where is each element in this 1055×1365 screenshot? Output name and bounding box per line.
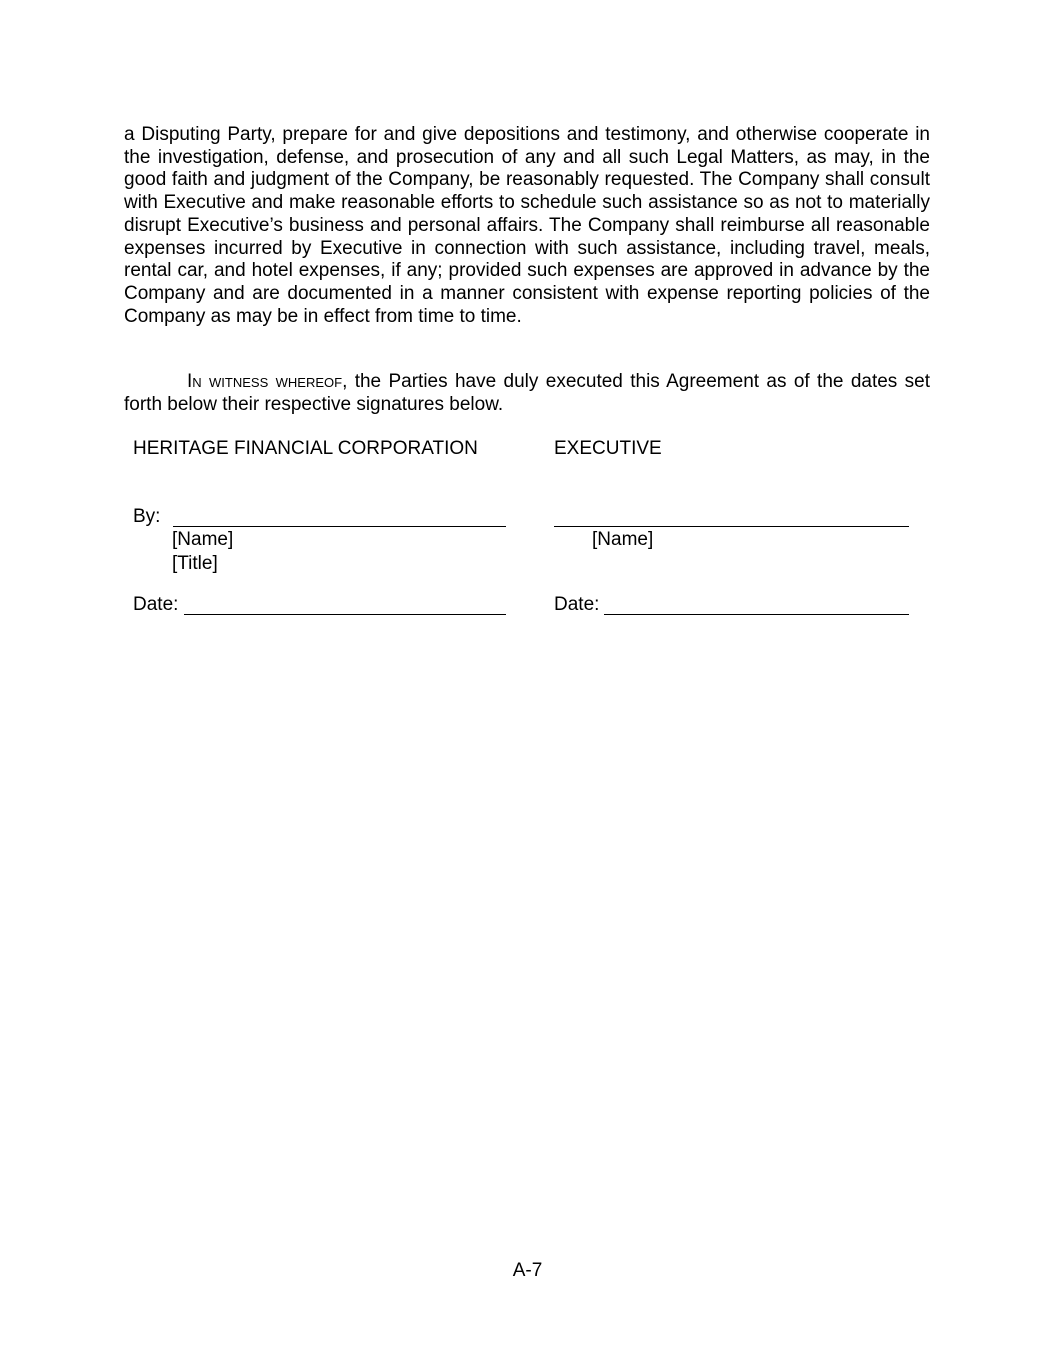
witness-lead: In witness whereof — [187, 371, 343, 392]
witness-rest: , the Parties have duly executed this Agreement as of the dates set forth below their respective signatures below. — [124, 371, 931, 415]
executive-date-label: Date: — [554, 594, 600, 615]
company-party-name: HERITAGE FINANCIAL CORPORATION — [133, 438, 478, 459]
company-signer-name: [Name] — [172, 529, 234, 550]
company-signature-line[interactable] — [173, 526, 506, 527]
executive-party-name: EXECUTIVE — [554, 438, 662, 459]
executive-signer-name: [Name] — [592, 529, 654, 550]
company-date-label: Date: — [133, 594, 179, 615]
company-date-line[interactable] — [184, 614, 506, 615]
executive-signature-line[interactable] — [554, 526, 909, 527]
page-number: A-7 — [512, 1260, 543, 1281]
company-signer-title: [Title] — [172, 553, 218, 574]
by-label: By: — [133, 506, 161, 527]
executive-date-line[interactable] — [604, 614, 909, 615]
paragraph-witness — [124, 371, 930, 416]
paragraph-cooperation: a Disputing Party, prepare for and give depositions and testimony, and otherwise cooperate in the investigation, defense, and prosecution of any and all such Legal Matters, as may, in the good faith and judgment of the Company, be reasonably requested. The Company shall consult with Executive and make reasonable efforts to schedule such assistance so as not to materially disrupt Executive’s business and personal affairs. The Company shall reimburse all reasonable expenses incurred by Executive in connection with such assistance, including travel, meals, rental car, and hotel expenses, if any; provided such expenses are approved in advance by the Company and are documented in a manner consistent with expense reporting policies of the Company as may be in effect from time to time. — [124, 124, 930, 327]
